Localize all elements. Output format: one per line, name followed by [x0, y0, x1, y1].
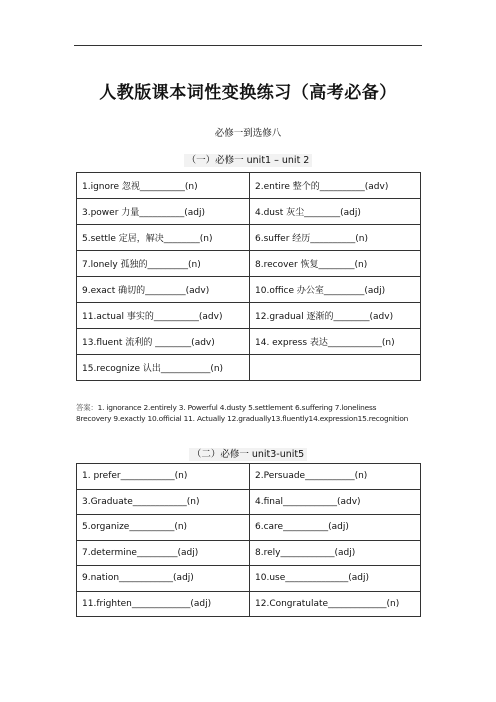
table-cell: 6.suffer 经历__________(n)	[250, 225, 421, 251]
table-cell: 3.Graduate____________(n)	[77, 489, 250, 515]
table-cell	[250, 355, 421, 381]
document-title: 人教版课本词性变换练习（高考必备）	[99, 83, 397, 103]
table-cell: 5.settle 定居，解决________(n)	[77, 225, 250, 251]
table-cell: 7.determine_________(adj)	[77, 540, 250, 566]
table-cell: 8.rely____________(adj)	[250, 540, 421, 566]
table-cell: 1. prefer____________(n)	[77, 464, 250, 490]
table-cell: 3.power 力量__________(adj)	[77, 199, 250, 225]
table-cell: 4.final____________(adv)	[250, 489, 421, 515]
document-subtitle: 必修一到选修八	[214, 128, 282, 139]
header-rule	[74, 45, 422, 46]
table-row	[77, 515, 421, 541]
table-cell: 14. express 表达____________(n)	[250, 329, 421, 355]
table-cell: 10.use______________(adj)	[250, 566, 421, 592]
table-cell: 9.nation____________(adj)	[77, 566, 250, 592]
table-cell: 5.organize__________(n)	[77, 515, 250, 541]
table-row	[77, 199, 421, 225]
table-cell: 2.Persuade___________(n)	[250, 464, 421, 490]
section-1-heading-text: （一）必修一 unit1 – unit 2	[184, 154, 313, 167]
table-row	[77, 225, 421, 251]
table-row	[77, 329, 421, 355]
table-row	[77, 173, 421, 199]
table-cell: 12.Congratulate_____________(n)	[250, 591, 421, 617]
table-cell: 9.exact 确切的_________(adv)	[77, 277, 250, 303]
section-1-table	[76, 172, 421, 381]
table-cell: 12.gradual 逐渐的________(adv)	[250, 303, 421, 329]
answer-key	[76, 402, 422, 424]
table-cell: 15.recognize 认出___________(n)	[77, 355, 250, 381]
table-cell: 7.lonely 孤独的_________(n)	[77, 251, 250, 277]
table-row	[77, 277, 421, 303]
table-row	[77, 355, 421, 381]
table-row	[77, 489, 421, 515]
table-cell: 6.care__________(adj)	[250, 515, 421, 541]
table-cell: 2.entire 整个的__________(adv)	[250, 173, 421, 199]
section-1-heading	[0, 152, 496, 166]
table-row	[77, 566, 421, 592]
table-cell: 4.dust 灰尘________(adj)	[250, 199, 421, 225]
answer-line-1	[76, 402, 422, 413]
table-row	[77, 251, 421, 277]
answer-label: 答案：	[76, 403, 98, 412]
table-cell: 13.fluent 流利的 ________(adv)	[77, 329, 250, 355]
section-2-heading-text: （二）必修一 unit3-unit5	[189, 448, 307, 461]
table-row	[77, 540, 421, 566]
table-row	[77, 464, 421, 490]
table-cell: 10.office 办公室_________(adj)	[250, 277, 421, 303]
table-cell: 11.frighten_____________(adj)	[77, 591, 250, 617]
answer-line-2: 8recovery 9.exactly 10.official 11. Actually 12.gradually13.fluently14.expression15.recognition	[76, 414, 409, 423]
section-2-heading	[0, 446, 496, 460]
table-cell: 8.recover 恢复________(n)	[250, 251, 421, 277]
table-row	[77, 591, 421, 617]
table-cell: 11.actual 事实的__________(adv)	[77, 303, 250, 329]
table-row	[77, 303, 421, 329]
section-2-table	[76, 463, 421, 617]
table-cell: 1.ignore 忽视__________(n)	[77, 173, 250, 199]
answer-text-1: 1. ignorance 2.entirely 3. Powerful 4.dusty 5.settlement 6.suffering 7.loneliness	[97, 403, 377, 412]
